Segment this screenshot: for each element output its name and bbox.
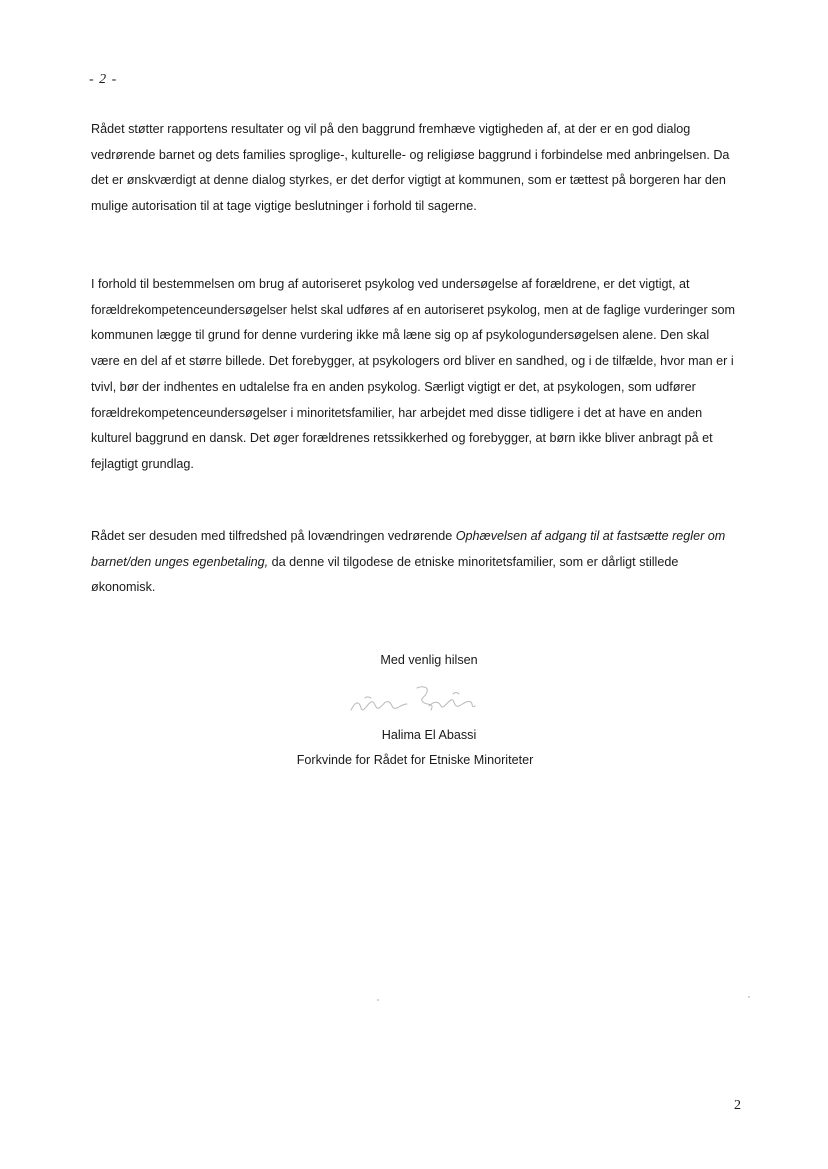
page-marker: - 2 - bbox=[89, 72, 118, 87]
page-marker-number: 2 bbox=[99, 72, 108, 87]
paragraph-psychologist: I forhold til bestemmelsen om brug af autoriseret psykolog ved undersøgelse af forældrene, er det vigtigt, at forældrekompetenceundersøgelser helst skal udføres af en autoriseret psykolog, men at de faglige vurderinger som kommunen lægge til grund for denne vurdering ikke må læne sig op af psykologundersøgelsen alene. Den skal være en del af et større billede. Det forebygger, at psykologers ord bliver en sandhed, og i de tilfælde, hvor man er i tvivl, bør der indhentes en udtalelse fra en anden psykolog. Særligt vigtigt er det, at psykologen, som udfører forældrekompetenceundersøgelser i minoritetsfamilier, har arbejdet med disse tidligere i det at have en anden kulturel baggrund en dansk. Det øger forældrenes retssikkerhed og forebygger, at børn ikke bliver anbragt på et fejlagtigt grundlag. bbox=[91, 277, 736, 471]
scan-speck bbox=[377, 999, 379, 1001]
handwritten-signature bbox=[345, 680, 485, 720]
paragraph-support: Rådet støtter rapportens resultater og vil på den baggrund fremhæve vigtigheden af, at der er en god dialog vedrørende barnet og dets families sproglige-, kulturelle- og religiøse baggrund i forbindelse med anbringelsen. Da det er ønskværdigt at denne dialog styrkes, er det derfor vigtigt at kommunen, som er tættest på borgeren har den mulige autorisation til at tage vigtige beslutninger i forhold til sagerne. bbox=[91, 122, 730, 214]
scan-speck bbox=[748, 996, 750, 998]
signer-name: Halima El Abassi bbox=[381, 728, 477, 742]
signer-title: Forkvinde for Rådet for Etniske Minoriteter bbox=[296, 753, 534, 767]
closing-greeting: Med venlig hilsen bbox=[380, 653, 478, 667]
paragraph-amendment: Rådet ser desuden med tilfredshed på lovændringen vedrørende Ophævelsen af adgang til at fastsætte regler om barnet/den unges egenbetaling, da denne vil tilgodese de etniske minoritetsfamilier, som er dårligt stillede økonomisk. bbox=[91, 529, 726, 595]
footer-page-number: 2 bbox=[734, 1098, 741, 1113]
amendment-title: Ophævelsen af adgang til at fastsætte regler om barnet/den unges egenbetaling, bbox=[91, 529, 726, 569]
